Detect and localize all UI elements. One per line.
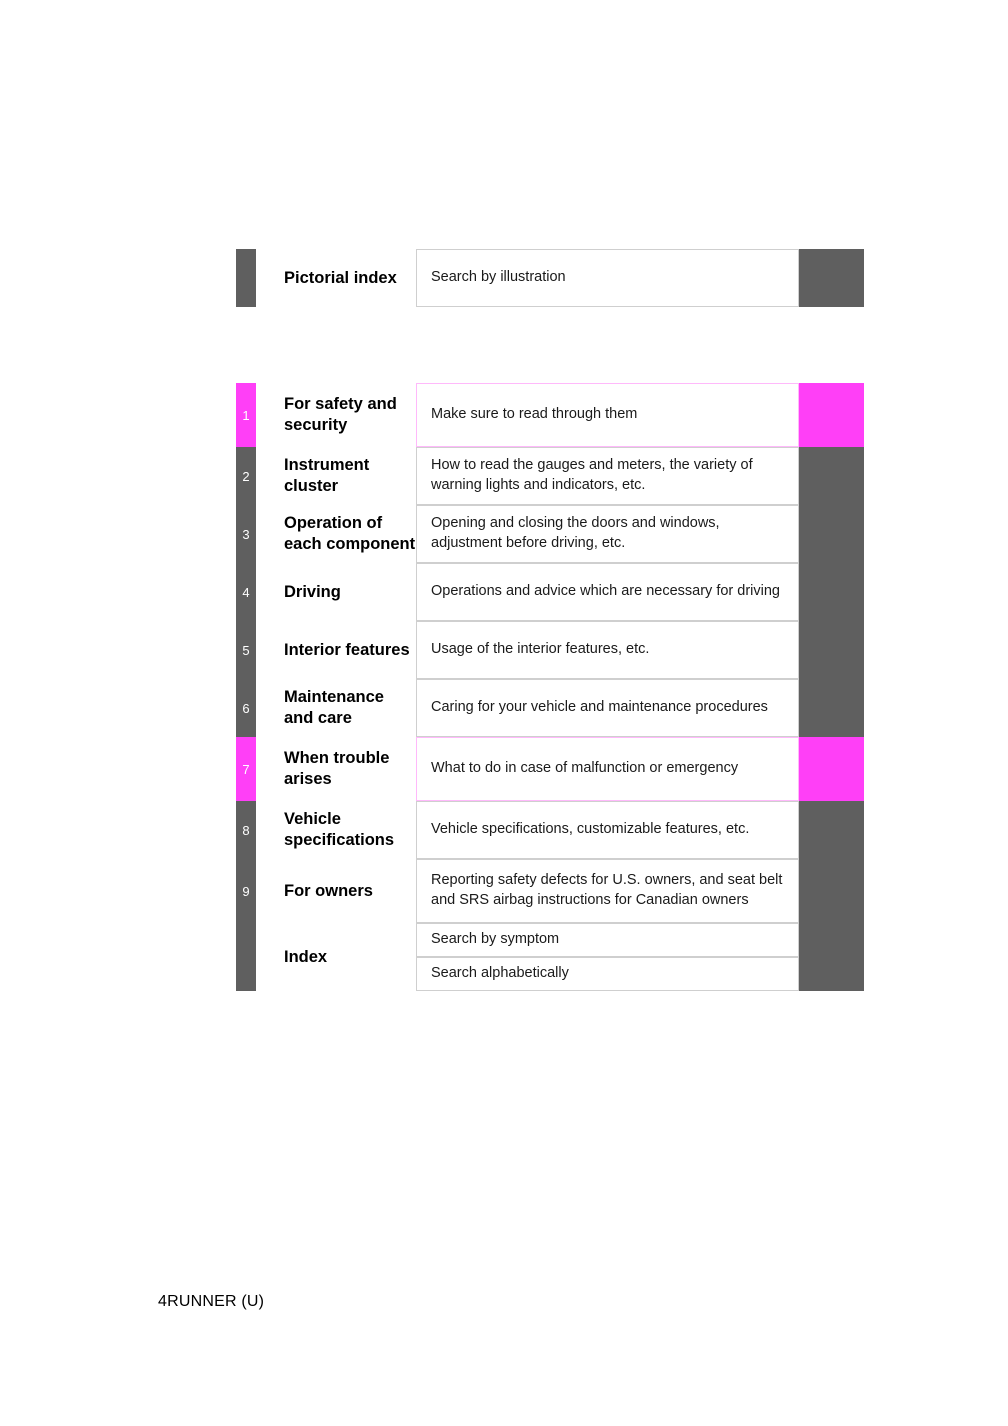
chapter-end-block xyxy=(799,957,864,991)
index-row-symptom[interactable] xyxy=(416,923,864,957)
chapter-description: Search alphabetically xyxy=(416,957,799,991)
chapter-title: Driving xyxy=(284,582,341,601)
spacer xyxy=(236,307,864,383)
toc-row-chapter-8[interactable] xyxy=(236,801,864,859)
toc-row-chapter-3[interactable] xyxy=(236,505,864,563)
index-subrows xyxy=(416,923,864,991)
chapter-title: When trouble arises xyxy=(284,749,390,788)
chapter-end-block xyxy=(799,737,864,801)
chapter-title: Operation of each component xyxy=(284,514,416,553)
chapter-number-tab: 8 xyxy=(236,801,256,859)
chapter-end-block xyxy=(799,859,864,923)
chapter-description: Search by illustration xyxy=(416,249,799,307)
chapter-end-block xyxy=(799,679,864,737)
toc-row-pictorial-index[interactable] xyxy=(236,249,864,307)
chapter-end-block xyxy=(799,505,864,563)
chapter-description: Make sure to read through them xyxy=(416,383,799,447)
chapter-title: Interior features xyxy=(284,640,410,659)
toc-row-chapter-9[interactable] xyxy=(236,859,864,923)
index-row-alphabetical[interactable] xyxy=(416,957,864,991)
chapter-title: For owners xyxy=(284,881,373,900)
toc-row-chapter-5[interactable] xyxy=(236,621,864,679)
chapter-number-tab xyxy=(236,249,256,307)
chapter-title: For safety and security xyxy=(284,395,397,434)
toc-row-chapter-6[interactable] xyxy=(236,679,864,737)
chapter-description: Search by symptom xyxy=(416,923,799,957)
chapter-number-tab: 3 xyxy=(236,505,256,563)
toc-row-index[interactable] xyxy=(236,923,864,991)
chapter-end-block xyxy=(799,383,864,447)
toc-row-chapter-1[interactable] xyxy=(236,383,864,447)
chapter-number-tab: 5 xyxy=(236,621,256,679)
chapter-description: Operations and advice which are necessary for driving xyxy=(416,563,799,621)
page-footer: 4RUNNER (U) xyxy=(158,1293,265,1310)
chapter-number-tab: 7 xyxy=(236,737,256,801)
chapter-end-block xyxy=(799,923,864,957)
chapter-end-block xyxy=(799,447,864,505)
chapter-title: Vehicle specifications xyxy=(284,810,395,849)
chapter-title: Index xyxy=(284,947,328,966)
table-of-contents xyxy=(236,249,864,991)
chapter-end-block xyxy=(799,249,864,307)
chapter-number-tab xyxy=(236,923,256,991)
chapter-number-tab: 6 xyxy=(236,679,256,737)
chapter-description: What to do in case of malfunction or emergency xyxy=(416,737,799,801)
chapter-end-block xyxy=(799,563,864,621)
chapter-description: How to read the gauges and meters, the variety of warning lights and indicators, etc. xyxy=(416,447,799,505)
chapter-title: Maintenance and care xyxy=(284,688,384,727)
chapter-end-block xyxy=(799,621,864,679)
chapter-description: Caring for your vehicle and maintenance procedures xyxy=(416,679,799,737)
toc-row-chapter-4[interactable] xyxy=(236,563,864,621)
chapter-description: Reporting safety defects for U.S. owners, and seat belt and SRS airbag instructions for Canadian owners xyxy=(416,859,799,923)
toc-row-chapter-7[interactable] xyxy=(236,737,864,801)
chapter-title: Instrument cluster xyxy=(284,456,370,495)
chapter-number-tab: 9 xyxy=(236,859,256,923)
chapter-description: Vehicle specifications, customizable features, etc. xyxy=(416,801,799,859)
chapter-title: Pictorial index xyxy=(284,268,397,287)
chapter-number-tab: 4 xyxy=(236,563,256,621)
chapter-number-tab: 2 xyxy=(236,447,256,505)
chapter-description: Usage of the interior features, etc. xyxy=(416,621,799,679)
toc-row-chapter-2[interactable] xyxy=(236,447,864,505)
chapter-end-block xyxy=(799,801,864,859)
chapter-number-tab: 1 xyxy=(236,383,256,447)
chapter-description: Opening and closing the doors and windows, adjustment before driving, etc. xyxy=(416,505,799,563)
